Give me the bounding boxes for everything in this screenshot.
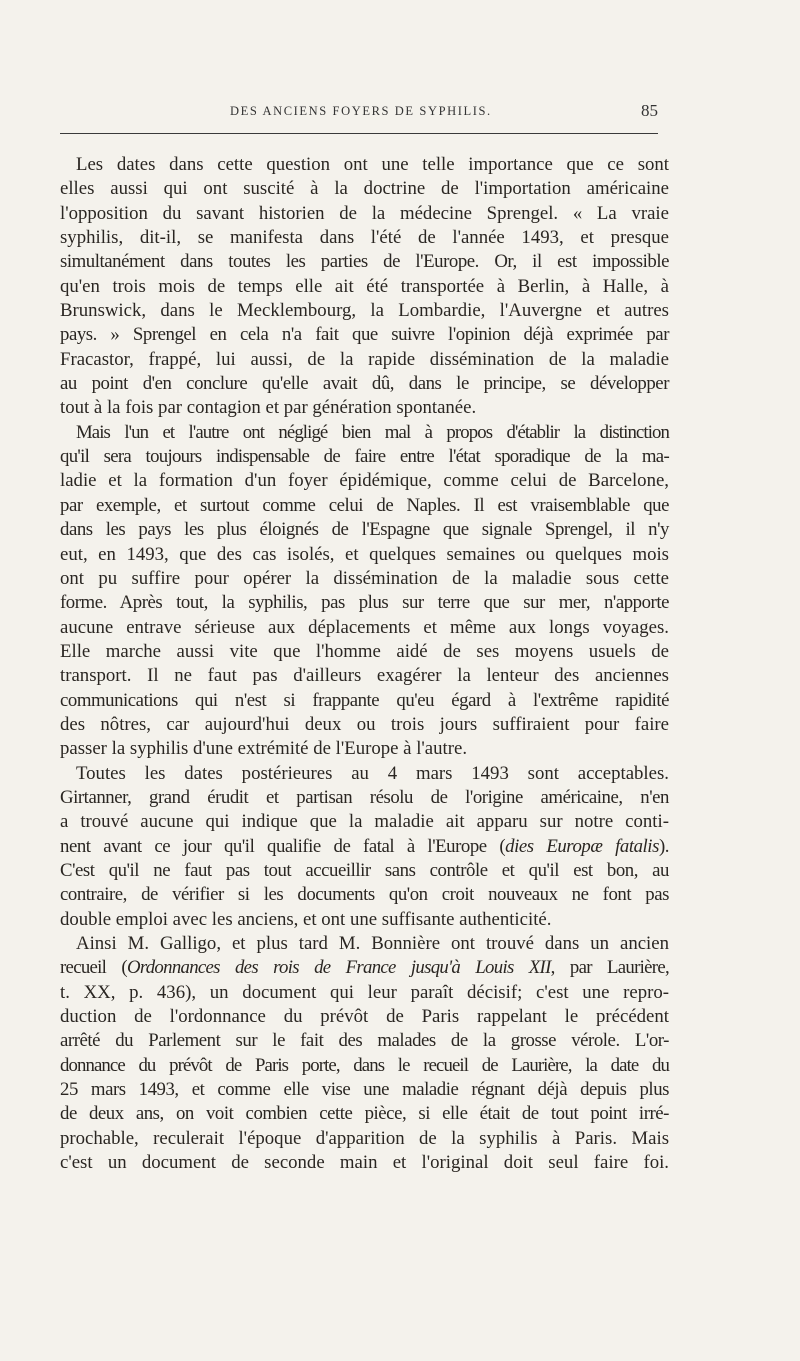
body-text [60, 153, 669, 1175]
text-line: donnance du prévôt de Paris porte, dans le recueil de Laurière, la date du [60, 1054, 669, 1076]
text-line: pays. » Sprengel en cela n'a fait que suivre l'opinion déjà exprimée par [60, 324, 669, 346]
text-line: C'est qu'il ne faut pas tout accueillir sans contrôle et qu'il est bon, au [60, 859, 669, 881]
text-line: t. XX, p. 436), un document qui leur paraît décisif; c'est une repro- [60, 981, 669, 1003]
text-line: l'opposition du savant historien de la médecine Sprengel. « La vraie [60, 202, 669, 224]
header-rule [60, 133, 658, 134]
text-segment: , par Laurière, [550, 957, 669, 979]
text-line: transport. Il ne faut pas d'ailleurs exagérer la lenteur des anciennes [60, 665, 669, 687]
text-line: elles aussi qui ont suscité à la doctrine de l'importation américaine [60, 178, 669, 200]
text-line: tout à la fois par contagion et par génération spontanée. [60, 397, 477, 419]
running-title: DES ANCIENS FOYERS DE SYPHILIS. [230, 104, 492, 118]
text-line: par exemple, et surtout comme celui de Naples. Il est vraisemblable que [60, 494, 669, 516]
running-head [60, 101, 658, 128]
text-line: qu'il sera toujours indispensable de faire entre l'état sporadique de la ma- [60, 446, 669, 468]
text-line: ont pu suffire pour opérer la dissémination de la maladie sous cette [60, 567, 669, 589]
text-line: Fracastor, frappé, lui aussi, de la rapide dissémination de la maladie [60, 348, 669, 370]
text-line: a trouvé aucune qui indique que la maladie ait apparu sur notre conti- [60, 811, 669, 833]
text-line: Mais l'un et l'autre ont négligé bien mal à propos d'établir la distinction [76, 421, 669, 443]
text-segment: ). [658, 835, 669, 857]
text-line: Les dates dans cette question ont une telle importance que ce sont [76, 154, 669, 175]
text-line: passer la syphilis d'une extrémité de l'Europe à l'autre. [60, 738, 468, 760]
text-line: ladie et la formation d'un foyer épidémique, comme celui de Barcelone, [60, 470, 669, 492]
text-line [60, 835, 669, 859]
text-line: de deux ans, on voit combien cette pièce, si elle était de tout point irré- [60, 1103, 669, 1125]
text-line: aucune entrave sérieuse aux déplacements et même aux longs voyages. [60, 616, 669, 638]
text-segment: nent avant ce jour qu'il qualifie de fatal à l'Europe ( [60, 835, 506, 857]
text-line: au point d'en conclure qu'elle avait dû, dans le principe, se développer [60, 373, 669, 395]
text-line [60, 956, 669, 980]
text-line: Brunswick, dans le Mecklembourg, la Lombardie, l'Auvergne et autres [60, 300, 669, 322]
text-line: 25 mars 1493, et comme elle vise une maladie régnant déjà depuis plus [60, 1079, 669, 1101]
text-line: communications qui n'est si frappante qu'eu égard à l'extrême rapidité [60, 689, 669, 711]
text-line: syphilis, dit-il, se manifesta dans l'été de l'année 1493, et presque [60, 227, 669, 249]
text-segment: recueil ( [60, 957, 127, 979]
text-line: dans les pays les plus éloignés de l'Espagne que signale Sprengel, il n'y [60, 519, 669, 541]
italic-segment: Ordonnances des rois de France jusqu'à Louis XII [126, 957, 551, 979]
text-line: duction de l'ordonnance du prévôt de Paris rappelant le précédent [60, 1006, 669, 1028]
text-line: qu'en trois mois de temps elle ait été transportée à Berlin, à Halle, à [60, 275, 669, 297]
text-line: Ainsi M. Galligo, et plus tard M. Bonnière ont trouvé dans un ancien [76, 933, 669, 954]
text-line: des nôtres, car aujourd'hui deux ou trois jours suffiraient pour faire [60, 713, 669, 735]
text-line: c'est un document de seconde main et l'original doit seul faire foi. [60, 1152, 669, 1174]
text-line: arrêté du Parlement sur le fait des malades de la grosse vérole. L'or- [60, 1030, 669, 1052]
text-line: Toutes les dates postérieures au 4 mars 1493 sont acceptables. [76, 762, 669, 784]
text-line: prochable, reculerait l'époque d'apparition de la syphilis à Paris. Mais [60, 1127, 669, 1149]
text-line: Elle marche aussi vite que l'homme aidé de ses moyens usuels de [60, 640, 669, 662]
text-line: forme. Après tout, la syphilis, pas plus sur terre que sur mer, n'apporte [60, 592, 669, 614]
text-line: eut, en 1493, que des cas isolés, et quelques semaines ou quelques mois [60, 543, 669, 565]
italic-segment: dies Europæ fatalis [505, 835, 659, 857]
text-line: contraire, de vérifier si les documents qu'on croit nouveaux ne font pas [60, 884, 669, 906]
page-number: 85 [641, 101, 658, 120]
text-line: simultanément dans toutes les parties de l'Europe. Or, il est impossible [60, 251, 669, 273]
text-line: double emploi avec les anciens, et ont une suffisante authenticité. [60, 908, 552, 930]
text-line: Girtanner, grand érudit et partisan résolu de l'origine américaine, n'en [60, 786, 669, 808]
